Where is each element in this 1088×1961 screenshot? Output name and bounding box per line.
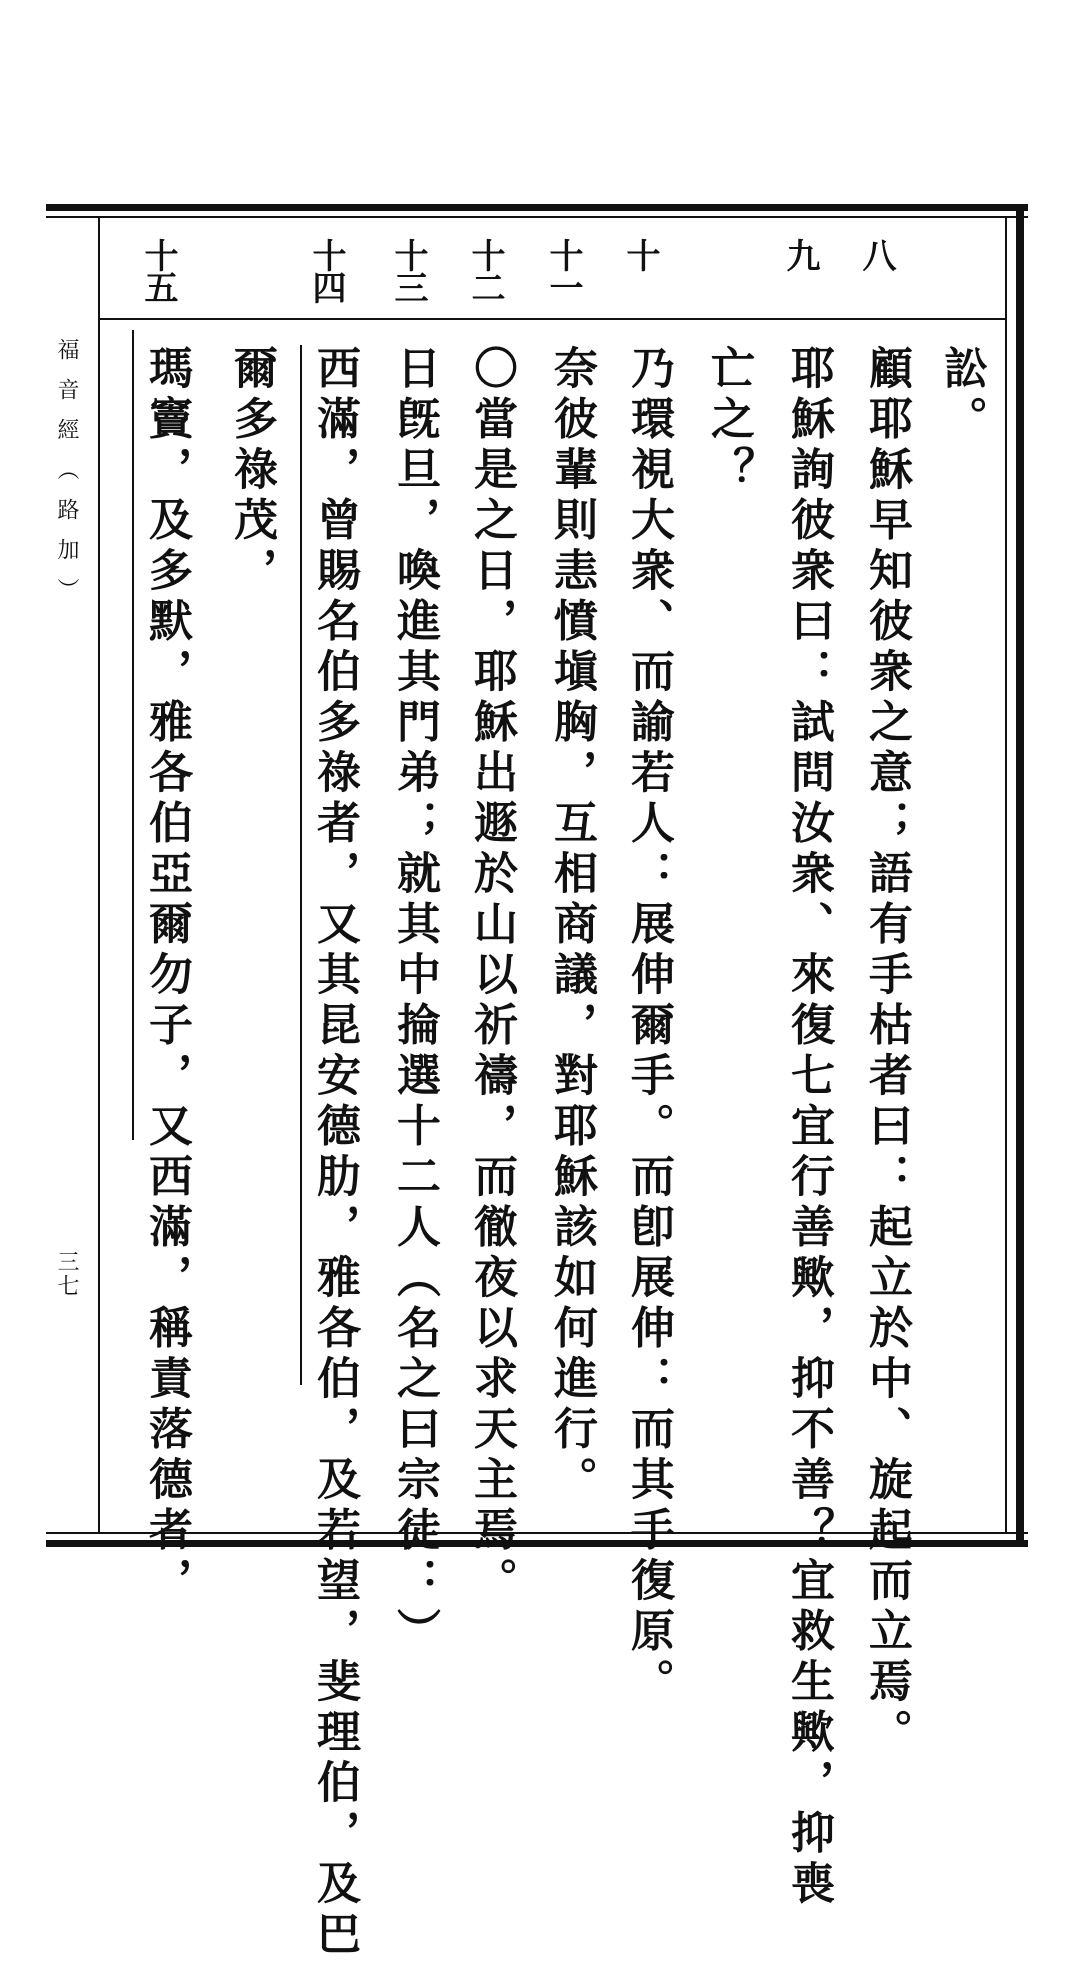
proper-name-line	[300, 345, 302, 1385]
frame-top-border	[46, 204, 1028, 211]
text-column: 爾多祿茂，	[226, 345, 277, 598]
text-column: 瑪竇，及多默，雅各伯亞爾勿子，又西滿，稱責落德者，	[141, 345, 192, 1608]
proper-name-line	[132, 330, 134, 1140]
verse-number-10: 十	[620, 238, 660, 270]
verse-number-14: 十四	[306, 238, 346, 302]
frame-left-border	[98, 218, 100, 1532]
verse-number-15: 十五	[138, 238, 178, 302]
frame-right-border	[1016, 204, 1024, 1547]
text-column: 亡之？	[703, 345, 754, 497]
text-column: 〇當是之日，耶穌出遯於山以祈禱，而徹夜以求天主焉。	[466, 345, 517, 1608]
frame-right-inner-border	[1005, 216, 1007, 1534]
verse-number-rule	[100, 318, 1005, 320]
verse-number-13: 十三	[388, 238, 428, 302]
text-column: 耶穌詢彼衆曰：試問汝衆、來復七宜行善歟，抑不善？宜救生歟，抑喪	[783, 345, 834, 1911]
text-column: 奈彼輩則恚憤塡胸，互相商議，對耶穌該如何進行。	[546, 345, 597, 1507]
verse-number-9: 九	[780, 238, 820, 270]
text-column: 西滿，曾賜名伯多祿者，又其昆安德肋，雅各伯，及若望，斐理伯，及巴	[309, 345, 360, 1961]
verse-number-12: 十二	[465, 238, 505, 302]
verse-number-8: 八	[856, 238, 896, 270]
text-column: 訟。	[936, 345, 987, 446]
verse-number-11: 十一	[543, 238, 583, 302]
text-column: 乃環視大衆、而諭若人：展伸爾手。而卽展伸：而其手復原。	[623, 345, 674, 1709]
frame-top-inner-border	[46, 216, 1028, 218]
text-column: 日旣旦，喚進其門弟；就其中掄選十二人（名之曰宗徒：）	[389, 345, 440, 1658]
book-title: 福音經（路加）	[54, 338, 79, 618]
text-column: 顧耶穌早知彼衆之意；語有手枯者曰：起立於中、旋起而立焉。	[861, 345, 912, 1759]
page-number: 三七	[54, 1250, 79, 1298]
